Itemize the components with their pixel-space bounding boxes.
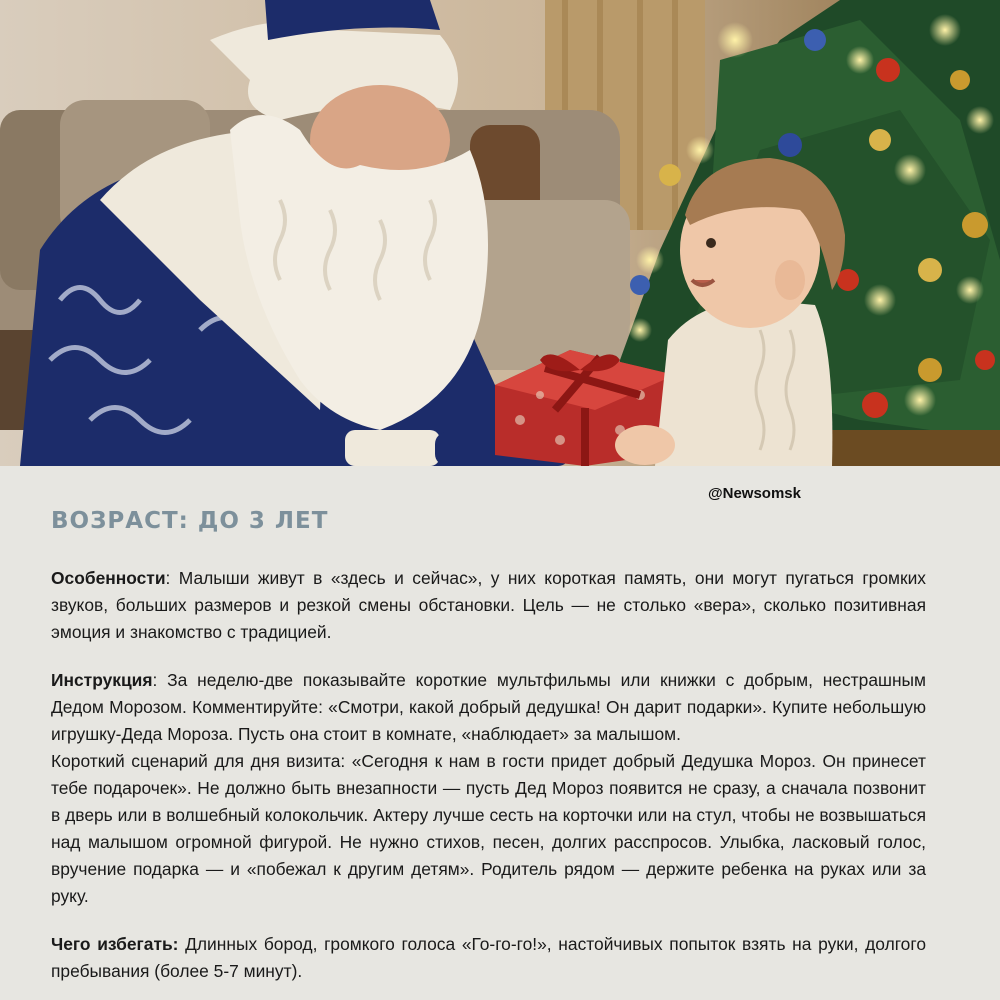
- avoid-text: Длинных бород, громкого голоса «Го-го-го!», настойчивых попыток взять на руки, долгого пребывания (более 5-7 минут).: [51, 934, 926, 981]
- age-heading: ВОЗРАСТ: ДО 3 ЛЕТ: [51, 508, 329, 534]
- visit-scenario-text: Короткий сценарий для дня визита: «Сегодня к нам в гости придет добрый Дедушка Мороз. Он принесет тебе подарочек». Не должно быть внезапности — пусть Дед Мороз появится не сразу, а сначала позвонит в дверь или в волшебный колокольчик. Актеру лучше сесть на корточки или на стул, чтобы не возвышаться над малышом огромной фигурой. Не нужно стихов, песен, долгих расспросов. Улыбка, ласковый голос, вручение подарка — и «побежал к другим детям». Родитель рядом — держите ребенка на руках или за руку.: [51, 751, 926, 906]
- avoid-label: Чего избегать:: [51, 934, 179, 954]
- ded-moroz-photo: [0, 0, 1000, 466]
- features-paragraph: [51, 565, 926, 646]
- article-body: [51, 565, 926, 985]
- newsomsk-handle: @Newsomsk: [708, 485, 801, 502]
- avoid-paragraph: [51, 931, 926, 985]
- instruction-label: Инструкция: [51, 670, 153, 690]
- features-text: : Малыши живут в «здесь и сейчас», у них короткая память, они могут пугаться громких звуков, больших размеров и резкой смены обстановки. Цель — не столько «вера», сколько позитивная эмоция и знакомство с традицией.: [51, 568, 926, 642]
- instruction-text: : За неделю-две показывайте короткие мультфильмы или книжки с добрым, нестрашным Дедом Морозом. Комментируйте: «Смотри, какой добрый дедушка! Он дарит подарки». Купите небольшую игрушку-Деда Мороза. Пусть она стоит в комнате, «наблюдает» за малышом.: [51, 670, 926, 744]
- features-label: Особенности: [51, 568, 166, 588]
- instruction-paragraph: [51, 667, 926, 910]
